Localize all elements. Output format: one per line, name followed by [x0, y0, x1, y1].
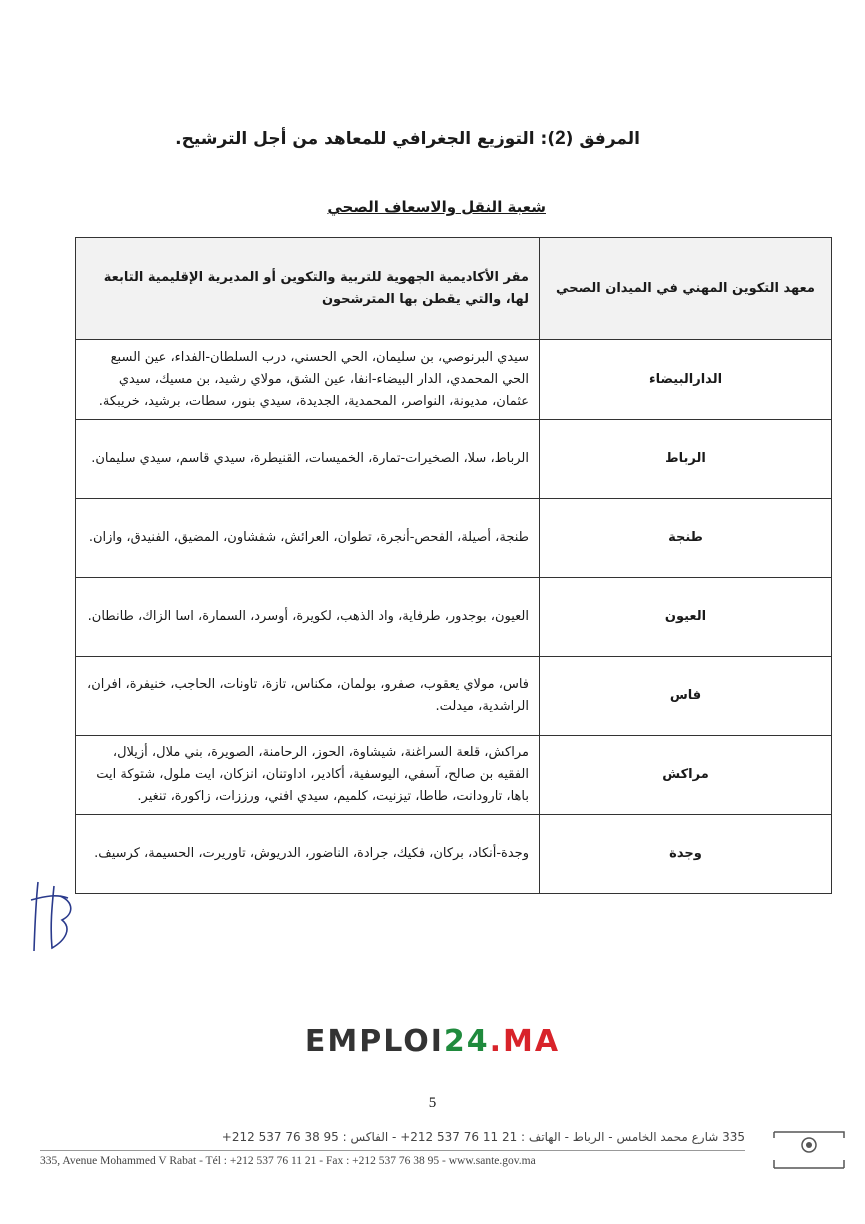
institute-cell: طنجة	[540, 499, 832, 578]
institute-cell: العيون	[540, 578, 832, 657]
directorates-cell: سيدي البرنوصي، بن سليمان، الحي الحسني، درب السلطان-الفداء، عين السبع الحي المحمدي، الدار البيضاء-انفا، عين الشق، مولاي رشيد، بن مسيك، سيدي عثمان، مديونة، النواصر، المحمدية، الجديدة، سيدي بنور، سطات، برشيد، خريبكة.	[76, 340, 540, 420]
logo-part-emploi: EMPLOI	[304, 1024, 444, 1059]
institute-cell: وجدة	[540, 815, 832, 894]
header-directorates: مقر الأكاديمية الجهوية للتربية والتكوين أو المديرية الإقليمية التابعة لها، والتي يقطن بها المترشحون	[76, 238, 540, 340]
directorates-cell: مراكش، قلعة السراغنة، شيشاوة، الحوز، الرحامنة، الصويرة، بني ملال، أزيلال، الفقيه بن صالح، آسفي، اليوسفية، أكادير، اداوتنان، انزكان، ايت ملول، شتوكة ايت باها، تارودانت، طاطا، تيزنيت، كلميم، سيدي افني، ورززات، زاكورة، تنغير.	[76, 736, 540, 815]
institute-cell: الرباط	[540, 420, 832, 499]
institute-cell: فاس	[540, 657, 832, 736]
section-title: شعبة النقل والاسعاف الصحي	[327, 198, 546, 216]
table-row	[76, 815, 832, 894]
institutes-table	[75, 237, 832, 894]
table-header-row	[76, 238, 832, 340]
emploi24-logo	[0, 1024, 865, 1059]
directorates-cell: فاس، مولاي يعقوب، صفرو، بولمان، مكناس، تازة، تاونات، الحاجب، خنيفرة، افران، الراشدية، ميدلت.	[76, 657, 540, 736]
table-row	[76, 657, 832, 736]
table-row	[76, 578, 832, 657]
annex-title	[0, 128, 640, 150]
table-row	[76, 420, 832, 499]
footer-address-arabic: 335 شارع محمد الخامس - الرباط - الهاتف : 21 11 76 537 212+ - الفاكس : 95 38 76 537 212+	[221, 1130, 745, 1144]
table-row	[76, 736, 832, 815]
institute-cell: الدارالبيضاء	[540, 340, 832, 420]
page-number: 5	[428, 1095, 437, 1111]
directorates-cell: العيون، بوجدور، طرفاية، واد الذهب، لكويرة، أوسرد، السمارة، اسا الزاك، طانطان.	[76, 578, 540, 657]
annex-suffix: ): التوزيع الجغرافي للمعاهد من أجل الترشيح.	[175, 129, 556, 149]
logo-part-ma: .MA	[489, 1024, 561, 1059]
ministry-emblem-icon	[770, 1128, 848, 1172]
logo-part-24: 24	[443, 1024, 490, 1059]
table-row	[76, 499, 832, 578]
directorates-cell: طنجة، أصيلة، الفحص-أنجرة، تطوان، العرائش، شفشاون، المضيق، الفنيدق، وازان.	[76, 499, 540, 578]
directorates-cell: وجدة-أنكاد، بركان، فكيك، جرادة، الناضور، الدريوش، تاوريرت، الحسيمة، كرسيف.	[76, 815, 540, 894]
handwritten-signature	[26, 876, 86, 956]
footer-divider	[40, 1150, 745, 1151]
directorates-cell: الرباط، سلا، الصخيرات-تمارة، الخميسات، القنيطرة، سيدي قاسم، سيدي سليمان.	[76, 420, 540, 499]
table-row	[76, 340, 832, 420]
annex-prefix: المرفق (	[565, 129, 640, 149]
annex-number: 2	[555, 128, 566, 149]
institute-cell: مراكش	[540, 736, 832, 815]
footer-address-french: 335, Avenue Mohammed V Rabat - Tél : +212 537 76 11 21 - Fax : +212 537 76 38 95 - www.sante.gov.ma	[40, 1155, 536, 1167]
header-institute: معهد التكوين المهني في الميدان الصحي	[540, 238, 832, 340]
